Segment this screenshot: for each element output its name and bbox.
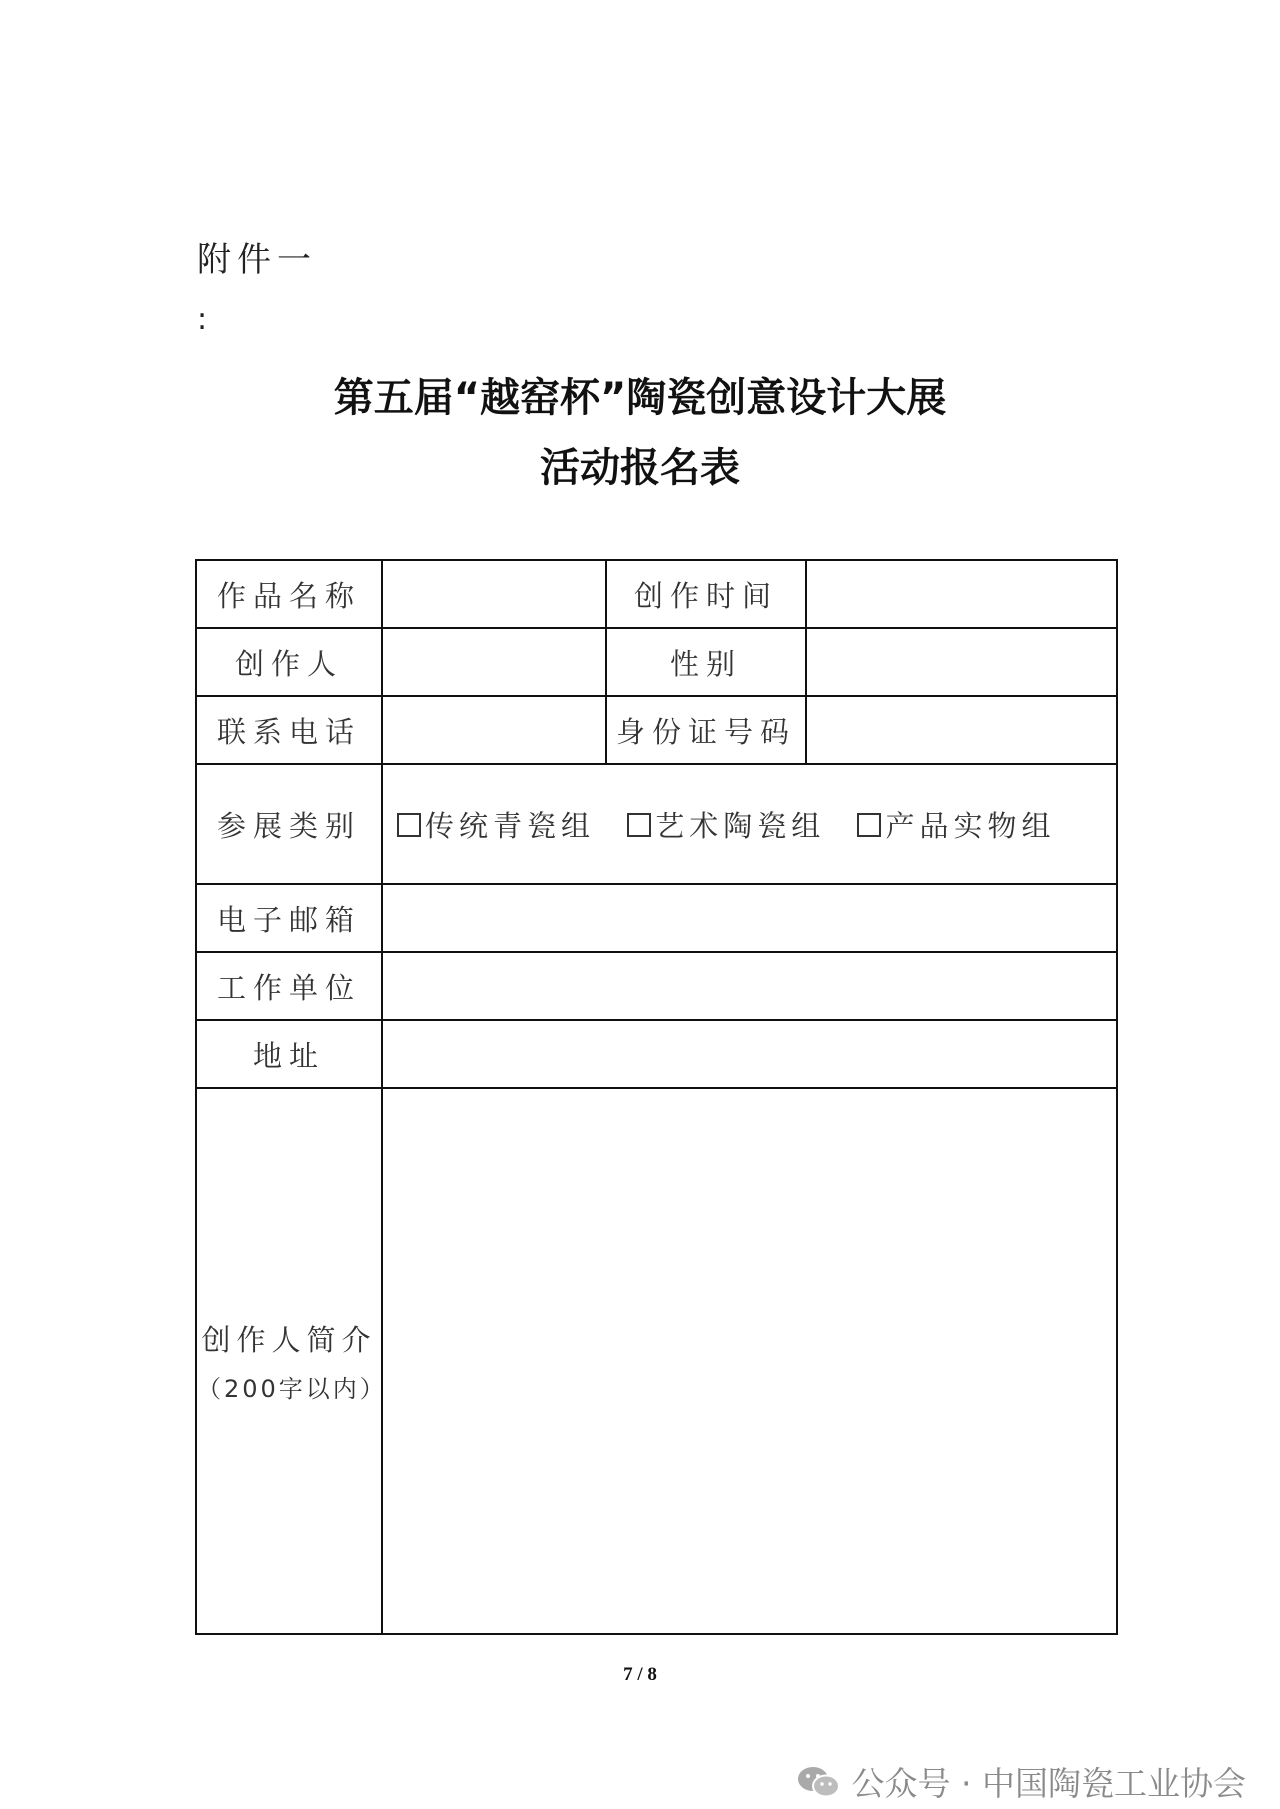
email-label: 电子邮箱 [196, 884, 382, 952]
table-row [196, 764, 1117, 884]
form-subtitle: 活动报名表 [540, 445, 740, 491]
table-row [196, 628, 1117, 696]
employer-label: 工作单位 [196, 952, 382, 1020]
gender-field[interactable] [806, 628, 1117, 696]
table-row [196, 696, 1117, 764]
colon-mark: : [197, 302, 208, 337]
category-option-label: 传统青瓷组 [425, 808, 596, 843]
table-row [196, 952, 1117, 1020]
category-option-product[interactable] [857, 809, 1055, 843]
category-option-label: 产品实物组 [885, 808, 1056, 843]
address-label: 地址 [196, 1020, 382, 1088]
table-row [196, 1020, 1117, 1088]
bio-field[interactable] [382, 1088, 1117, 1634]
bio-note: （200字以内） [197, 1375, 387, 1403]
creator-field[interactable] [382, 628, 606, 696]
creator-label: 创作人 [196, 628, 382, 696]
creation-time-field[interactable] [806, 560, 1117, 628]
phone-field[interactable] [382, 696, 606, 764]
registration-form-table [195, 559, 1118, 1635]
page-number: 7 / 8 [623, 1664, 657, 1685]
id-number-label: 身份证号码 [606, 696, 806, 764]
work-name-label: 作品名称 [196, 560, 382, 628]
checkbox-icon[interactable] [627, 813, 651, 837]
form-title: 第五届“越窑杯”陶瓷创意设计大展 [333, 375, 947, 421]
category-option-label: 艺术陶瓷组 [655, 808, 826, 843]
wechat-icon [796, 1764, 842, 1800]
checkbox-icon[interactable] [857, 813, 881, 837]
checkbox-icon[interactable] [397, 813, 421, 837]
bio-label-cell [196, 1088, 387, 1634]
email-field[interactable] [382, 884, 1117, 952]
watermark [796, 1758, 1246, 1805]
gender-label: 性别 [606, 628, 806, 696]
id-number-field[interactable] [806, 696, 1117, 764]
table-row [196, 560, 1117, 628]
category-option-celadon[interactable] [397, 809, 595, 843]
work-name-field[interactable] [382, 560, 606, 628]
table-row [196, 1088, 1117, 1634]
table-row [196, 884, 1117, 952]
bio-label: 创作人简介 [201, 1323, 377, 1357]
phone-label: 联系电话 [196, 696, 382, 764]
creation-time-label: 创作时间 [606, 560, 806, 628]
category-options [382, 764, 1117, 884]
employer-field[interactable] [382, 952, 1117, 1020]
watermark-text: 公众号 · 中国陶瓷工业协会 [851, 1764, 1246, 1803]
category-label: 参展类别 [196, 764, 382, 884]
attachment-label: 附件一 [197, 240, 317, 280]
address-field[interactable] [382, 1020, 1117, 1088]
category-option-art[interactable] [627, 809, 825, 843]
